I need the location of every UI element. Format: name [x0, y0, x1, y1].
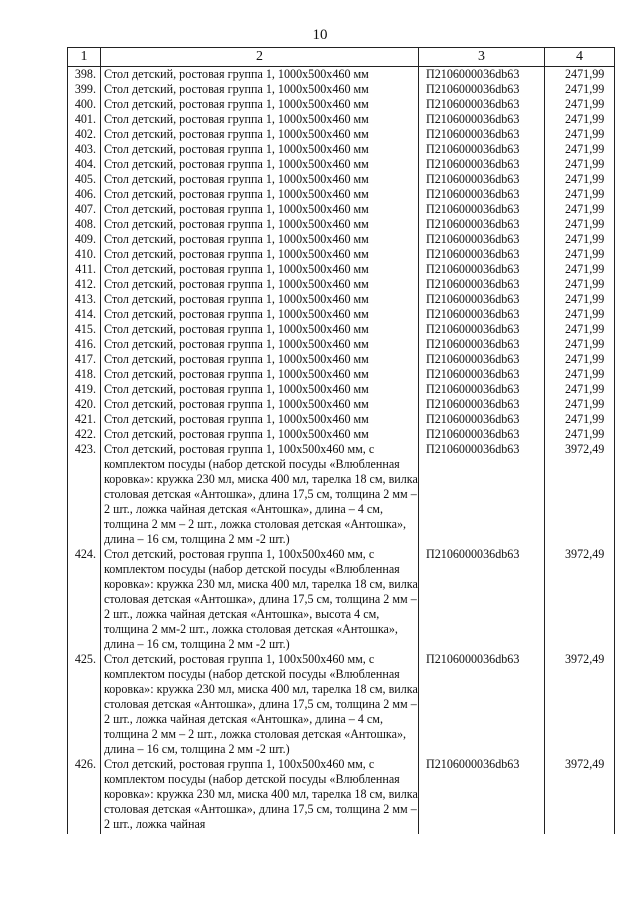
row-number: 422.	[68, 427, 101, 442]
item-name: Стол детский, ростовая группа 1, 1000х500х460 мм	[101, 232, 419, 247]
item-name: Стол детский, ростовая группа 1, 1000х500х460 мм	[101, 352, 419, 367]
table-row	[68, 307, 615, 322]
header-col-1: 1	[68, 48, 101, 67]
item-price: 2471,99	[545, 67, 615, 83]
row-number: 417.	[68, 352, 101, 367]
item-price: 2471,99	[545, 202, 615, 217]
item-code: П2106000036db63	[419, 172, 545, 187]
item-price: 2471,99	[545, 157, 615, 172]
table-row	[68, 142, 615, 157]
header-col-3: 3	[419, 48, 545, 67]
item-price: 2471,99	[545, 292, 615, 307]
item-name: Стол детский, ростовая группа 1, 1000х500х460 мм	[101, 82, 419, 97]
item-code: П2106000036db63	[419, 187, 545, 202]
item-name: Стол детский, ростовая группа 1, 1000х500х460 мм	[101, 97, 419, 112]
item-price: 3972,49	[545, 652, 615, 757]
header-row	[68, 48, 615, 67]
header-col-2: 2	[101, 48, 419, 67]
item-name: Стол детский, ростовая группа 1, 1000х500х460 мм	[101, 67, 419, 83]
row-number: 407.	[68, 202, 101, 217]
table-row	[68, 442, 615, 547]
row-number: 425.	[68, 652, 101, 757]
row-number: 423.	[68, 442, 101, 547]
table-row	[68, 97, 615, 112]
item-code: П2106000036db63	[419, 202, 545, 217]
item-price: 3972,49	[545, 757, 615, 834]
row-number: 403.	[68, 142, 101, 157]
item-price: 2471,99	[545, 172, 615, 187]
item-name: Стол детский, ростовая группа 1, 1000х500х460 мм	[101, 247, 419, 262]
header-col-4: 4	[545, 48, 615, 67]
item-name: Стол детский, ростовая группа 1, 1000х500х460 мм	[101, 277, 419, 292]
item-code: П2106000036db63	[419, 322, 545, 337]
item-name: Стол детский, ростовая группа 1, 1000х500х460 мм	[101, 292, 419, 307]
item-code: П2106000036db63	[419, 412, 545, 427]
item-price: 2471,99	[545, 142, 615, 157]
item-code: П2106000036db63	[419, 217, 545, 232]
item-code: П2106000036db63	[419, 247, 545, 262]
table-row	[68, 757, 615, 834]
table-row	[68, 397, 615, 412]
item-price: 2471,99	[545, 97, 615, 112]
item-price: 2471,99	[545, 352, 615, 367]
item-name: Стол детский, ростовая группа 1, 1000х500х460 мм	[101, 397, 419, 412]
item-name: Стол детский, ростовая группа 1, 100х500х460 мм, с комплектом посуды (набор детской посуды «Влюбленная коровка»: кружка 230 мл, миска 400 мл, тарелка 18 см, вилка столовая детская «Антошка», длина 17,5 см, толщина 2 мм – 2 шт., ложка чайная	[101, 757, 419, 834]
item-name: Стол детский, ростовая группа 1, 1000х500х460 мм	[101, 262, 419, 277]
table-row	[68, 427, 615, 442]
inventory-table	[67, 47, 615, 834]
table-row	[68, 127, 615, 142]
table-row	[68, 277, 615, 292]
table-body	[68, 67, 615, 835]
item-price: 2471,99	[545, 427, 615, 442]
item-price: 2471,99	[545, 232, 615, 247]
item-code: П2106000036db63	[419, 397, 545, 412]
item-name: Стол детский, ростовая группа 1, 100х500х460 мм, с комплектом посуды (набор детской посуды «Влюбленная коровка»: кружка 230 мл, миска 400 мл, тарелка 18 см, вилка столовая детская «Антошка», длина 17,5 см, толщина 2 мм – 2 шт., ложка чайная детская «Антошка», длина – 4 см, толщина 2 мм – 2 шт., ложка столовая детская «Антошка», длина – 16 см, толщина 2 мм -2 шт.)	[101, 442, 419, 547]
item-code: П2106000036db63	[419, 352, 545, 367]
item-code: П2106000036db63	[419, 157, 545, 172]
row-number: 410.	[68, 247, 101, 262]
item-code: П2106000036db63	[419, 652, 545, 757]
item-code: П2106000036db63	[419, 547, 545, 652]
item-price: 3972,49	[545, 547, 615, 652]
item-code: П2106000036db63	[419, 127, 545, 142]
item-code: П2106000036db63	[419, 232, 545, 247]
item-code: П2106000036db63	[419, 277, 545, 292]
row-number: 405.	[68, 172, 101, 187]
item-code: П2106000036db63	[419, 97, 545, 112]
row-number: 420.	[68, 397, 101, 412]
item-name: Стол детский, ростовая группа 1, 1000х500х460 мм	[101, 382, 419, 397]
row-number: 419.	[68, 382, 101, 397]
item-code: П2106000036db63	[419, 382, 545, 397]
row-number: 404.	[68, 157, 101, 172]
item-name: Стол детский, ростовая группа 1, 1000х500х460 мм	[101, 202, 419, 217]
item-price: 2471,99	[545, 112, 615, 127]
item-code: П2106000036db63	[419, 757, 545, 834]
item-name: Стол детский, ростовая группа 1, 1000х500х460 мм	[101, 367, 419, 382]
row-number: 426.	[68, 757, 101, 834]
item-name: Стол детский, ростовая группа 1, 1000х500х460 мм	[101, 307, 419, 322]
table-row	[68, 217, 615, 232]
item-name: Стол детский, ростовая группа 1, 100х500х460 мм, с комплектом посуды (набор детской посуды «Влюбленная коровка»: кружка 230 мл, миска 400 мл, тарелка 18 см, вилка столовая детская «Антошка», длина 17,5 см, толщина 2 мм – 2 шт., ложка чайная детская «Антошка», высота 4 см, толщина 2 мм-2 шт., ложка столовая детская «Антошка», длина – 16 см, толщина 2 мм -2 шт.)	[101, 547, 419, 652]
row-number: 398.	[68, 67, 101, 83]
item-price: 2471,99	[545, 412, 615, 427]
item-name: Стол детский, ростовая группа 1, 1000х500х460 мм	[101, 217, 419, 232]
item-price: 2471,99	[545, 307, 615, 322]
row-number: 409.	[68, 232, 101, 247]
item-name: Стол детский, ростовая группа 1, 1000х500х460 мм	[101, 112, 419, 127]
item-price: 2471,99	[545, 262, 615, 277]
table-row	[68, 262, 615, 277]
row-number: 415.	[68, 322, 101, 337]
row-number: 424.	[68, 547, 101, 652]
row-number: 413.	[68, 292, 101, 307]
row-number: 418.	[68, 367, 101, 382]
item-name: Стол детский, ростовая группа 1, 100х500х460 мм, с комплектом посуды (набор детской посуды «Влюбленная коровка»: кружка 230 мл, миска 400 мл, тарелка 18 см, вилка столовая детская «Антошка», длина 17,5 см, толщина 2 мм – 2 шт., ложка чайная детская «Антошка», длина – 4 см, толщина 2 мм – 2 шт., ложка столовая детская «Антошка», длина – 16 см, толщина 2 мм -2 шт.)	[101, 652, 419, 757]
page-number: 10	[312, 27, 328, 43]
table-row	[68, 382, 615, 397]
item-code: П2106000036db63	[419, 292, 545, 307]
item-price: 3972,49	[545, 442, 615, 547]
item-code: П2106000036db63	[419, 427, 545, 442]
table-row	[68, 202, 615, 217]
item-code: П2106000036db63	[419, 112, 545, 127]
table-row	[68, 352, 615, 367]
item-name: Стол детский, ростовая группа 1, 1000х500х460 мм	[101, 427, 419, 442]
table-row	[68, 292, 615, 307]
table-row	[68, 82, 615, 97]
table-row	[68, 412, 615, 427]
item-price: 2471,99	[545, 397, 615, 412]
table-header	[68, 48, 615, 67]
table-row	[68, 232, 615, 247]
item-price: 2471,99	[545, 382, 615, 397]
item-code: П2106000036db63	[419, 442, 545, 547]
table-row	[68, 187, 615, 202]
table-row	[68, 112, 615, 127]
item-name: Стол детский, ростовая группа 1, 1000х500х460 мм	[101, 142, 419, 157]
item-code: П2106000036db63	[419, 262, 545, 277]
item-code: П2106000036db63	[419, 337, 545, 352]
item-name: Стол детский, ростовая группа 1, 1000х500х460 мм	[101, 127, 419, 142]
table-row	[68, 157, 615, 172]
item-code: П2106000036db63	[419, 82, 545, 97]
item-code: П2106000036db63	[419, 67, 545, 83]
item-price: 2471,99	[545, 277, 615, 292]
table-row	[68, 547, 615, 652]
item-price: 2471,99	[545, 337, 615, 352]
item-name: Стол детский, ростовая группа 1, 1000х500х460 мм	[101, 337, 419, 352]
item-price: 2471,99	[545, 187, 615, 202]
item-name: Стол детский, ростовая группа 1, 1000х500х460 мм	[101, 172, 419, 187]
item-price: 2471,99	[545, 217, 615, 232]
item-price: 2471,99	[545, 247, 615, 262]
row-number: 399.	[68, 82, 101, 97]
item-name: Стол детский, ростовая группа 1, 1000х500х460 мм	[101, 157, 419, 172]
table-row	[68, 247, 615, 262]
item-price: 2471,99	[545, 322, 615, 337]
item-price: 2471,99	[545, 82, 615, 97]
item-name: Стол детский, ростовая группа 1, 1000х500х460 мм	[101, 322, 419, 337]
item-name: Стол детский, ростовая группа 1, 1000х500х460 мм	[101, 187, 419, 202]
item-name: Стол детский, ростовая группа 1, 1000х500х460 мм	[101, 412, 419, 427]
row-number: 411.	[68, 262, 101, 277]
row-number: 416.	[68, 337, 101, 352]
row-number: 400.	[68, 97, 101, 112]
item-code: П2106000036db63	[419, 367, 545, 382]
table-row	[68, 652, 615, 757]
row-number: 402.	[68, 127, 101, 142]
table-row	[68, 322, 615, 337]
row-number: 401.	[68, 112, 101, 127]
table-row	[68, 367, 615, 382]
row-number: 421.	[68, 412, 101, 427]
table-row	[68, 172, 615, 187]
item-code: П2106000036db63	[419, 142, 545, 157]
row-number: 406.	[68, 187, 101, 202]
row-number: 412.	[68, 277, 101, 292]
row-number: 414.	[68, 307, 101, 322]
item-price: 2471,99	[545, 367, 615, 382]
table-row	[68, 337, 615, 352]
item-price: 2471,99	[545, 127, 615, 142]
table-row	[68, 67, 615, 83]
row-number: 408.	[68, 217, 101, 232]
item-code: П2106000036db63	[419, 307, 545, 322]
